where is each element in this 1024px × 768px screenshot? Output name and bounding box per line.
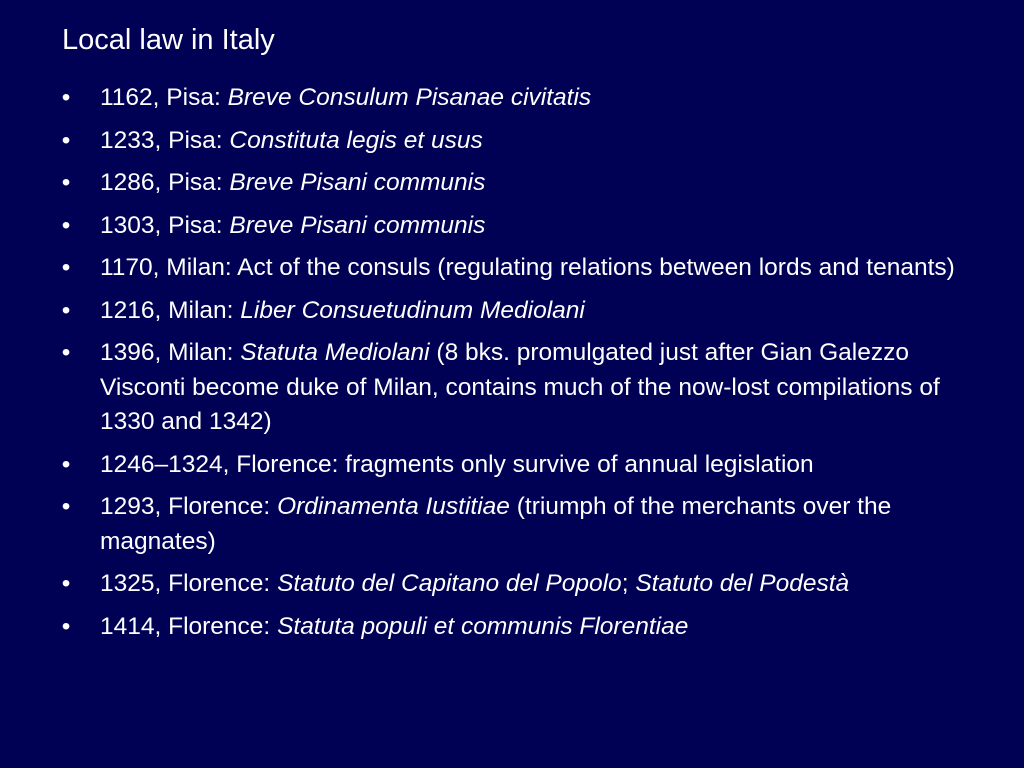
list-item [56,490,1001,559]
bullet-icon: • [61,84,71,111]
list-item [56,166,1001,201]
item-title-second: Statuto del Podestà [635,570,850,597]
list-item [56,251,1001,286]
item-text: 1414, Florence: [100,612,278,640]
item-separator: ; [621,570,636,597]
list-item [56,448,1001,483]
item-text: 1233, Pisa: [100,126,230,154]
list-item [56,610,1001,645]
item-title: Statuta Mediolani [240,339,430,366]
item-text: 1396, Milan: [100,339,241,366]
item-text: 1303, Pisa: [100,211,230,239]
item-text: 1286, Pisa: [100,169,230,196]
item-text: 1325, Florence: [100,570,278,597]
list-item [56,567,1001,602]
bullet-icon: • [61,254,71,281]
item-title: Constituta legis et usus [229,126,483,154]
bullet-icon: • [61,296,71,324]
item-title: Statuta populi et communis Florentiae [277,612,689,640]
item-title: Liber Consuetudinum Mediolani [240,296,585,324]
item-note: (8 bks. promulgated just after Gian Galezzo Visconti become duke of Milan, contains much of the now-lost compilations of 1330 and 1342) [100,339,940,435]
item-title: Breve Consulum Pisanae civitatis [227,84,592,111]
bullet-icon: • [61,450,71,478]
item-title: Statuto del Capitano del Popolo [277,570,622,597]
item-title: Breve Pisani communis [229,169,486,196]
item-title: Ordinamenta Iustitiae [277,493,510,520]
bullet-icon: • [61,612,71,640]
bullet-icon: • [61,339,71,366]
item-text: 1162, Pisa: [100,84,228,111]
bullet-icon: • [61,211,71,239]
bullet-icon: • [61,493,71,520]
item-note: (triumph of the merchants over the magnates) [100,493,892,555]
item-text: 1170, Milan: Act of the consuls (regulating relations between lords and tenants) [100,254,955,281]
bullet-list [56,81,1001,652]
bullet-icon: • [61,126,71,154]
bullet-icon: • [61,169,71,196]
slide-title: Local law in Italy [62,24,275,56]
item-title: Breve Pisani communis [229,211,486,239]
item-text: 1216, Milan: [100,296,241,324]
list-item [56,294,1001,329]
list-item [56,209,1001,244]
list-item [56,81,1001,116]
item-text: 1293, Florence: [100,493,278,520]
bullet-icon: • [61,570,71,597]
list-item [56,124,1001,159]
item-text: 1246–1324, Florence: fragments only survive of annual legislation [100,450,814,478]
list-item [56,336,1001,440]
